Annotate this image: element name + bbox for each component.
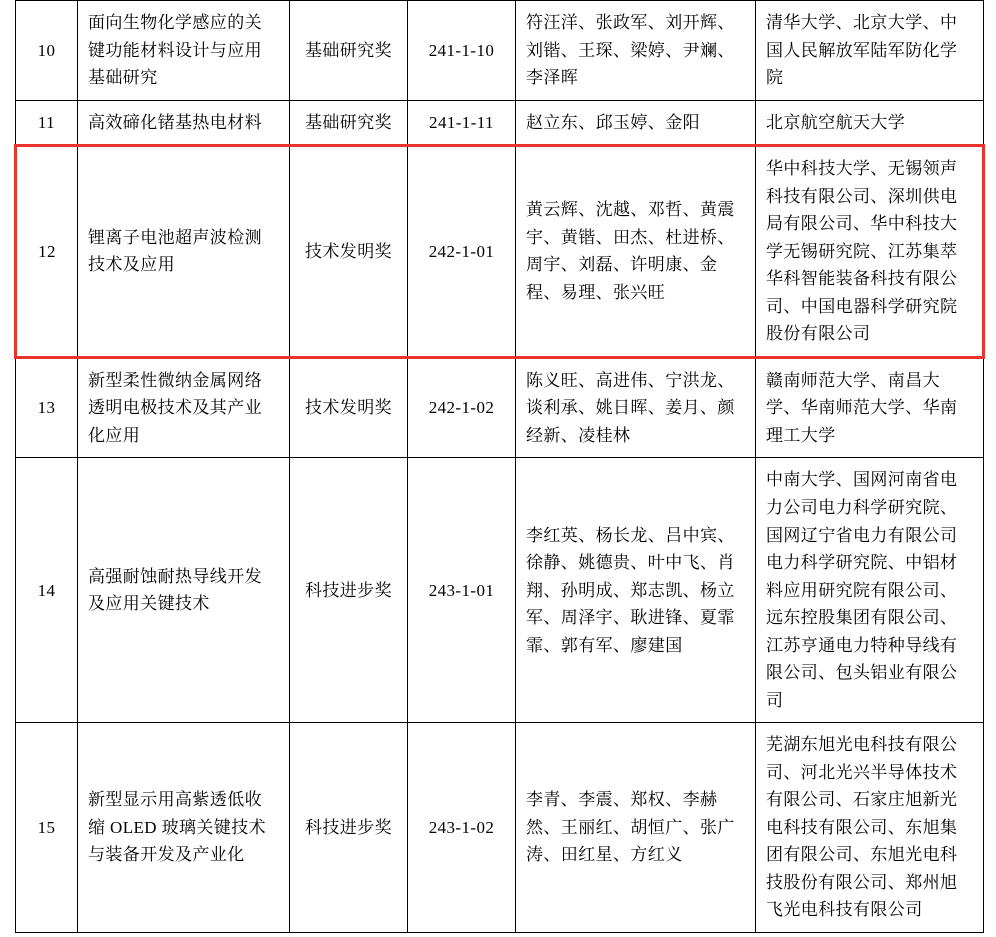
award-category: 技术发明奖 xyxy=(290,357,408,458)
table-row-highlighted xyxy=(16,146,984,358)
main-contributors: 黄云辉、沈越、邓哲、黄震宇、黄锴、田杰、杜进桥、周宇、刘磊、许明康、金程、易理、张兴旺 xyxy=(516,146,756,358)
main-contributors: 陈义旺、高进伟、宁洪龙、谈利承、姚日晖、姜月、颜经新、凌桂林 xyxy=(516,357,756,458)
main-organizations: 北京航空航天大学 xyxy=(756,100,984,146)
table-row xyxy=(16,458,984,723)
award-code: 241-1-11 xyxy=(408,100,516,146)
table-row xyxy=(16,357,984,458)
main-organizations: 中南大学、国网河南省电力公司电力科学研究院、国网辽宁省电力有限公司电力科学研究院、中铝材料应用研究院有限公司、远东控股集团有限公司、江苏亨通电力特种导线有限公司、包头铝业有限公司 xyxy=(756,458,984,723)
award-table xyxy=(14,0,985,933)
project-title: 面向生物化学感应的关键功能材料设计与应用基础研究 xyxy=(78,1,290,101)
table-row xyxy=(16,100,984,146)
row-index: 11 xyxy=(16,100,78,146)
project-title: 新型显示用高紫透低收缩 OLED 玻璃关键技术与装备开发及产业化 xyxy=(78,723,290,933)
main-organizations: 赣南师范大学、南昌大学、华南师范大学、华南理工大学 xyxy=(756,357,984,458)
award-code: 243-1-02 xyxy=(408,723,516,933)
project-title: 新型柔性微纳金属网络透明电极技术及其产业化应用 xyxy=(78,357,290,458)
row-index: 14 xyxy=(16,458,78,723)
table-body xyxy=(16,1,984,933)
main-organizations: 清华大学、北京大学、中国人民解放军陆军防化学院 xyxy=(756,1,984,101)
award-code: 242-1-02 xyxy=(408,357,516,458)
award-category: 科技进步奖 xyxy=(290,723,408,933)
award-code: 241-1-10 xyxy=(408,1,516,101)
award-category: 技术发明奖 xyxy=(290,146,408,358)
main-organizations: 芜湖东旭光电科技有限公司、河北光兴半导体技术有限公司、石家庄旭新光电科技有限公司、东旭集团有限公司、东旭光电科技股份有限公司、郑州旭飞光电科技有限公司 xyxy=(756,723,984,933)
row-index: 13 xyxy=(16,357,78,458)
table-row xyxy=(16,723,984,933)
row-index: 15 xyxy=(16,723,78,933)
award-category: 基础研究奖 xyxy=(290,100,408,146)
project-title: 高强耐蚀耐热导线开发及应用关键技术 xyxy=(78,458,290,723)
award-code: 243-1-01 xyxy=(408,458,516,723)
main-contributors: 李青、李震、郑权、李赫然、王丽红、胡恒广、张广涛、田红星、方红义 xyxy=(516,723,756,933)
award-category: 科技进步奖 xyxy=(290,458,408,723)
main-contributors: 李红英、杨长龙、吕中宾、徐静、姚德贵、叶中飞、肖翔、孙明成、郑志凯、杨立军、周泽宇、耿进锋、夏霏霏、郭有军、廖建国 xyxy=(516,458,756,723)
main-contributors: 符汪洋、张政军、刘开辉、刘锴、王琛、梁婷、尹斓、李泽晖 xyxy=(516,1,756,101)
award-code: 242-1-01 xyxy=(408,146,516,358)
table-row xyxy=(16,1,984,101)
row-index: 12 xyxy=(16,146,78,358)
main-organizations: 华中科技大学、无锡领声科技有限公司、深圳供电局有限公司、华中科技大学无锡研究院、江苏集萃华科智能装备科技有限公司、中国电器科学研究院股份有限公司 xyxy=(756,146,984,358)
project-title: 锂离子电池超声波检测技术及应用 xyxy=(78,146,290,358)
row-index: 10 xyxy=(16,1,78,101)
main-contributors: 赵立东、邱玉婷、金阳 xyxy=(516,100,756,146)
project-title: 高效碲化锗基热电材料 xyxy=(78,100,290,146)
award-category: 基础研究奖 xyxy=(290,1,408,101)
